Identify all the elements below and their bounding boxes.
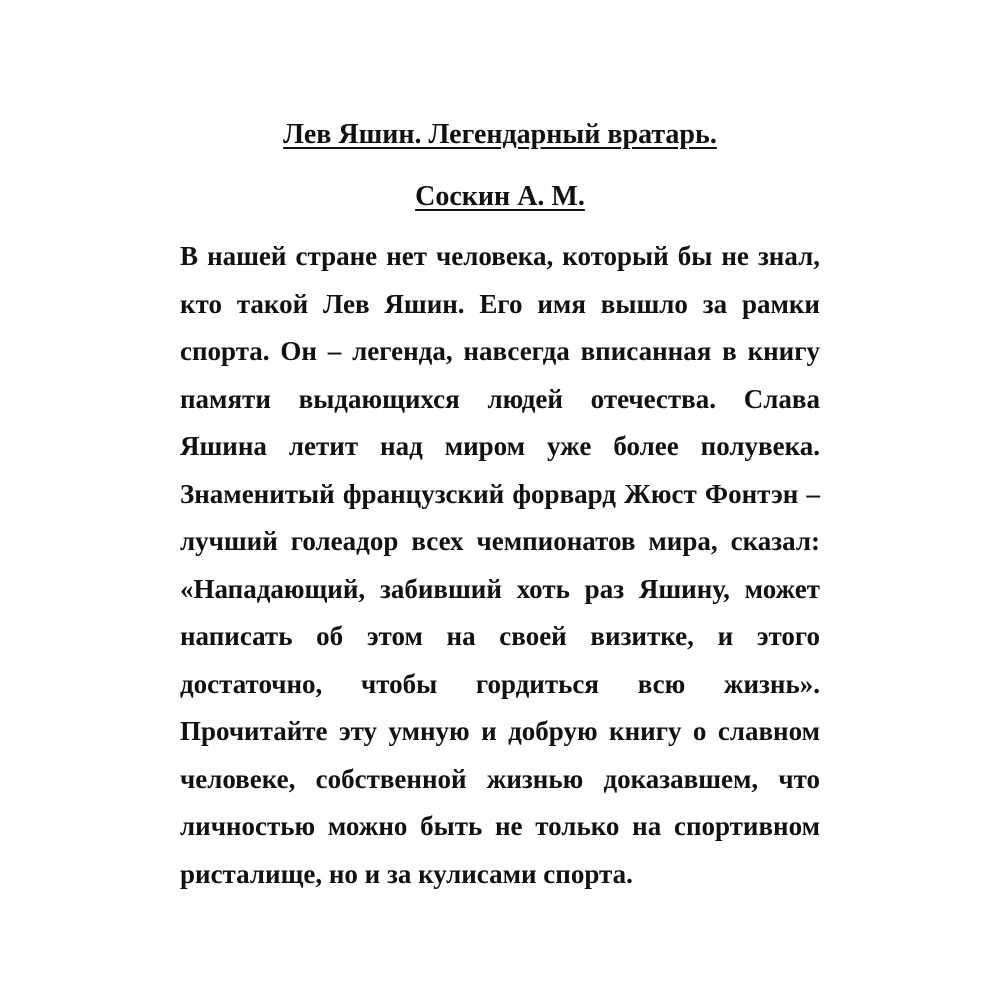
paragraph bbox=[180, 233, 820, 898]
paragraph-line: написать об этом на своей визитке, и этого bbox=[180, 621, 820, 651]
document-author: Соскин А. М. bbox=[415, 181, 585, 212]
paragraph-line: «Нападающий, забивший хоть раз Яшину, может bbox=[180, 573, 820, 604]
paragraph-line: спорта. Он – легенда, навсегда вписанная в книгу bbox=[180, 336, 820, 366]
paragraph-line: кто такой Лев Яшин. Его имя вышло за рамки bbox=[180, 288, 820, 319]
document-title: Лев Яшин. Легендарный вратарь. bbox=[283, 119, 717, 150]
paragraph-line: памяти выдающихся людей отечества. Слава bbox=[180, 383, 820, 414]
paragraph-line: человеке, собственной жизнью доказавшем, что bbox=[180, 763, 820, 794]
paragraph-line: личностью можно быть не только на спортивном bbox=[180, 811, 820, 841]
paragraph-line: ристалище, но и за кулисами спорта. bbox=[180, 858, 633, 889]
paragraph-line: достаточно, чтобы гордиться всю жизнь». bbox=[180, 668, 820, 699]
paragraph-line: лучший голеадор всех чемпионатов мира, сказал: bbox=[180, 526, 820, 556]
paragraph-line: Прочитайте эту умную и добрую книгу о славном bbox=[180, 716, 820, 746]
paragraph-line: Знаменитый французский форвард Жюст Фонтэн – bbox=[180, 478, 820, 509]
paragraph-line: В нашей стране нет человека, который бы не знал, bbox=[180, 241, 820, 271]
paragraph-line: Яшина летит над миром уже более полувека. bbox=[180, 431, 820, 461]
